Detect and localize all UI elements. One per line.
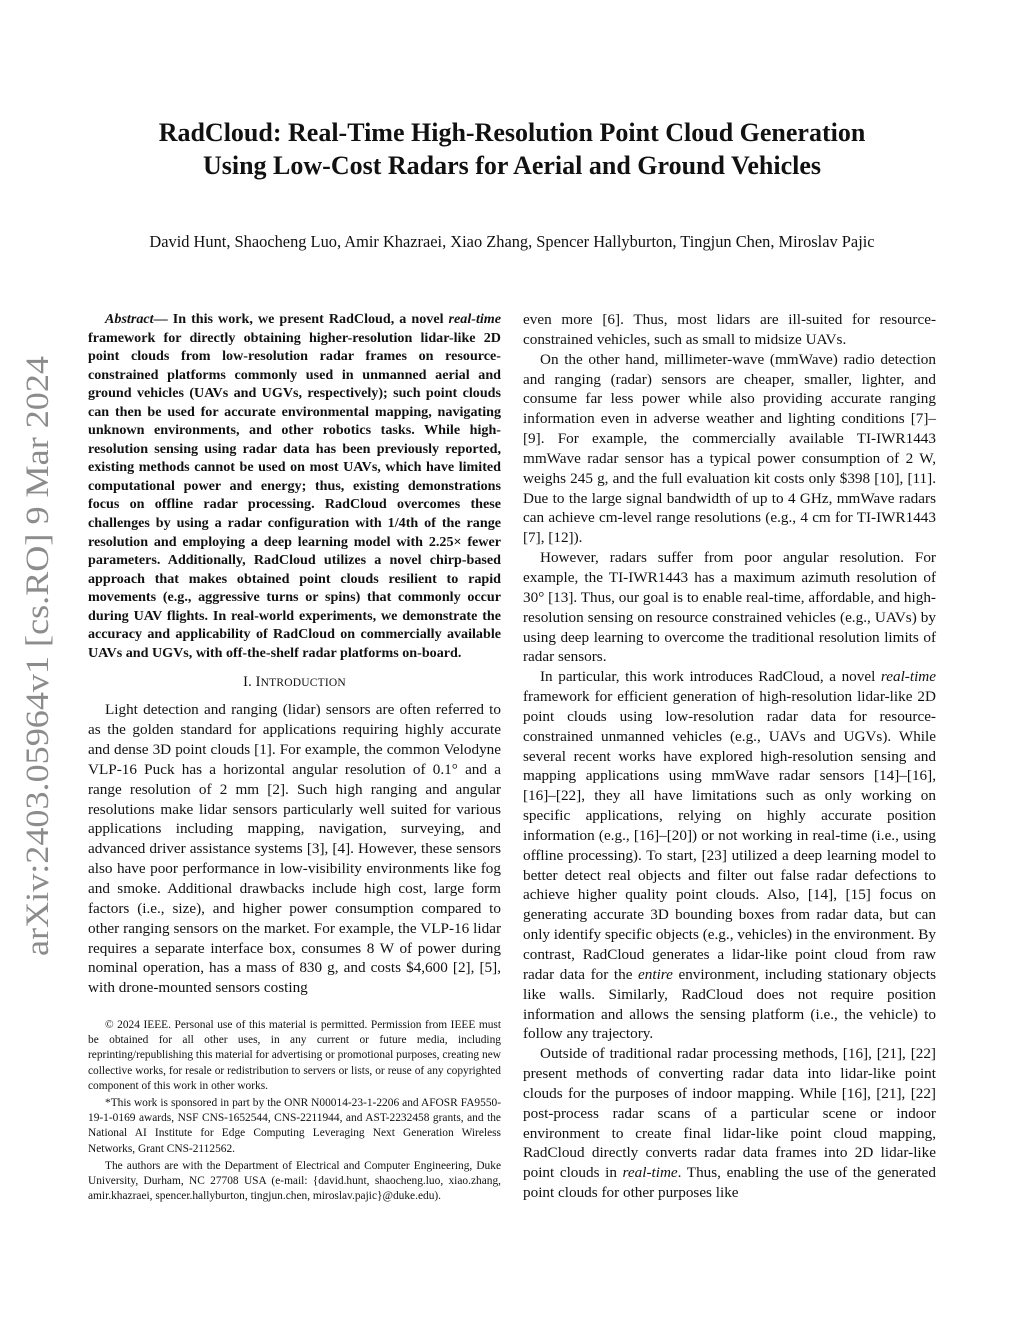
left-column <box>88 310 501 1206</box>
intro-paragraph-3: However, radars suffer from poor angular resolution. For example, the TI-IWR1443 has a maximum azimuth resolution of 30° [13]. Thus, our goal is to enable real-time, affordable, and high-resolution sensing on resource constrained vehicles (e.g., UAVs) by using deep learning to overcome the traditional resolution limits of radar sensors. <box>523 549 936 666</box>
arxiv-identifier-stamp <box>8 352 60 960</box>
right-column <box>523 310 936 1203</box>
arxiv-identifier-svg <box>8 352 60 960</box>
p5-emphasis-realtime: real-time <box>622 1164 678 1182</box>
section-heading-introduction <box>88 672 501 693</box>
intro-paragraph-5 <box>523 1044 936 1203</box>
p4-text-b: framework for efficient generation of high-resolution lidar-like 2D point clouds using low-resolution radar data for resource-constrained unmanned vehicles (e.g., UAVs and UGVs). While several recent works have explored high-resolution sensing and mapping applications using mmWave radar sensors [14]–[16], [16]–[22], they all have limitations such as only working on specific applications, relying on highly accurate position information (e.g., [16]–[20]) or not working in real-time (i.e., using offline processing). To start, [23] utilized a deep learning model to better detect real objects and filter out false radar defections to achieve higher quality point clouds. Also, [14], [15] focus on generating accurate 3D bounding boxes from radar data, but can only identify specific objects (e.g., vehicles) in the environment. By contrast, RadCloud generates a lidar-like point cloud from raw radar data for the <box>523 688 936 983</box>
p4-text-a: In particular, this work introduces RadCloud, a novel <box>540 668 881 686</box>
abstract-text-1: In this work, we present RadCloud, a novel <box>167 311 449 327</box>
p4-text-c: environment, including stationary objects like walls. Similarly, RadCloud does not require position information and allows the sensing platform (i.e., the vehicle) to follow any trajectory. <box>523 965 936 1043</box>
title-line-1: RadCloud: Real-Time High-Resolution Point Cloud Generation <box>158 118 866 147</box>
paper-title <box>90 116 934 182</box>
p4-emphasis-entire: entire <box>638 965 673 983</box>
footnote-affiliation: The authors are with the Department of Electrical and Computer Engineering, Duke University, Durham, NC 27708 USA (e-mail: {david.hunt, shaocheng.luo, xiao.zhang, amir.khazraei, spencer.hallyburton, tingjun.chen, miroslav.pajic}@duke.edu). <box>88 1159 501 1203</box>
p5-text-b: . Thus, enabling the use of the generated point clouds for other purposes like <box>523 1164 936 1202</box>
abstract-dash: — <box>153 311 168 327</box>
footnote-funding: *This work is sponsored in part by the ONR N00014-23-1-2206 and AFOSR FA9550-19-1-0169 awards, NSF CNS-1652544, CNS-2211944, and AST-2232458 grants, and the National AI Institute for Edge Computing Leveraging Next Generation Wireless Networks, Grant CNS-2112562. <box>88 1097 501 1155</box>
arxiv-identifier-text: arXiv:2403.05964v1 [cs.RO] 9 Mar 2024 <box>20 407 56 956</box>
abstract-text-2: framework for directly obtaining higher-resolution lidar-like 2D point clouds from low-resolution radar frames on resource-constrained platforms commonly used in unmanned aerial and ground vehicles (UAVs and UGVs, respectively); such point clouds can then be used for accurate environmental mapping, navigating unknown environments, and other robotics tasks. While high-resolution sensing using radar data has been previously reported, existing methods cannot be used on most UAVs, which have limited computational power and energy; thus, existing demonstrations focus on offline radar processing. RadCloud overcomes these challenges by using a radar configuration with 1/4th of the range resolution and employing a deep learning model with 2.25× fewer parameters. Additionally, RadCloud utilizes a novel chirp-based approach that makes obtained point clouds resilient to rapid movements (e.g., aggressive turns or spins) that commonly occur during UAV flights. In real-world experiments, we demonstrate the accuracy and applicability of RadCloud on commercially available UAVs and UGVs, with off-the-shelf radar platforms on-board. <box>88 329 501 661</box>
p5-text-a: Outside of traditional radar processing methods, [16], [21], [22] present methods of converting radar data into lidar-like point clouds for the purposes of indoor mapping. While [16], [21], [22] post-process radar scans of a particular scene or indoor environment to create final lidar-like point cloud mapping, RadCloud directly converts radar data frames into 2D lidar-like point clouds in <box>523 1045 936 1182</box>
abstract-paragraph <box>88 310 501 662</box>
intro-paragraph-continued: even more [6]. Thus, most lidars are ill-suited for resource-constrained vehicles, such as small to midsize UAVs. <box>523 311 936 348</box>
abstract-emphasis: real-time <box>448 311 501 327</box>
intro-paragraph-2: On the other hand, millimeter-wave (mmWave) radio detection and ranging (radar) sensors are cheaper, smaller, lighter, and consume far less power while also providing accurate ranging information even in adverse weather and lighting conditions [7]–[9]. For example, the commercially available TI-IWR1443 mmWave radar sensor has a typical power consumption of 2 W, weighs 245 g, and the full evaluation kit costs only $398 [10], [11]. Due to the large signal bandwidth of up to 4 GHz, mmWave radars can achieve cm-level range resolutions (e.g., 4 cm for TI-IWR1443 [7], [12]). <box>523 350 936 547</box>
footnote-copyright: © 2024 IEEE. Personal use of this material is permitted. Permission from IEEE must be obtained for all other uses, in any current or future media, including reprinting/republishing this material for advertising or promotional purposes, creating new collective works, for resale or redistribution to servers or lists, or reuse of any copyrighted component of this work in other works. <box>88 1019 501 1092</box>
section-name-rest: NTRODUCTION <box>260 677 346 690</box>
section-initial: I <box>255 674 261 691</box>
footnotes <box>88 1018 501 1204</box>
abstract-label: Abstract <box>105 311 154 327</box>
title-line-2: Using Low-Cost Radars for Aerial and Ground Vehicles <box>202 151 822 180</box>
intro-paragraph-4 <box>523 667 936 1044</box>
section-numeral: I. <box>243 674 256 691</box>
p4-emphasis-realtime: real-time <box>880 668 936 686</box>
intro-paragraph-1: Light detection and ranging (lidar) sensors are often referred to as the golden standard for applications requiring highly accurate and dense 3D point clouds [1]. For example, the common Velodyne VLP-16 Puck has a horizontal angular resolution of 0.1° and a range resolution of 2 mm [2]. Such high ranging and angular resolutions make lidar sensors particularly well suited for various applications including mapping, navigation, surveying, and advanced driver assistance systems [3], [4]. However, these sensors also have poor performance in low-visibility environments like fog and smoke. Additional drawbacks include high cost, large form factors (i.e., size), and higher power consumption compared to other ranging sensors on the market. For example, the VLP-16 lidar requires a separate interface box, consumes 8 W of power during nominal operation, has a mass of 830 g, and costs $4,600 [2], [5], with drone-mounted sensors costing <box>88 701 501 997</box>
author-list: David Hunt, Shaocheng Luo, Amir Khazraei, Xiao Zhang, Spencer Hallyburton, Tingjun Chen, Miroslav Pajic <box>149 232 875 251</box>
